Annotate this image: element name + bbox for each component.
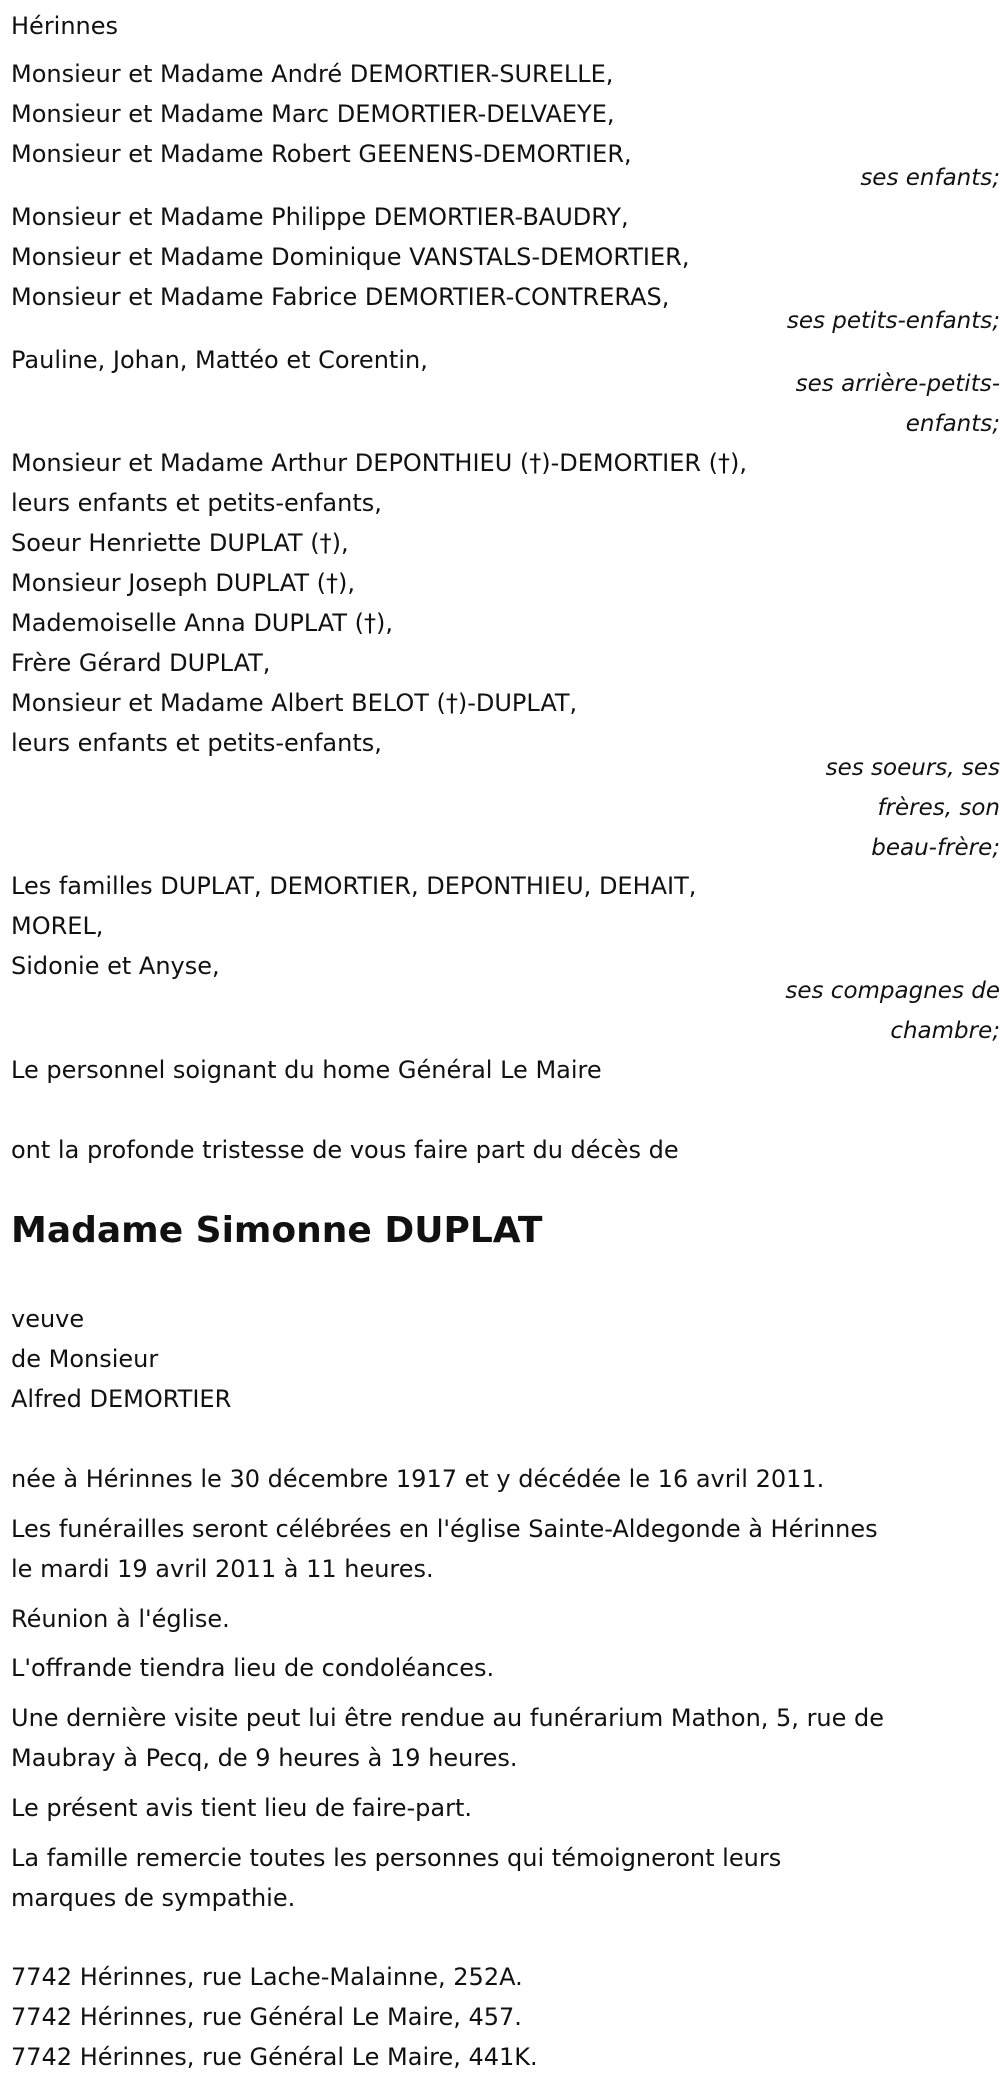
deceased-name: Madame Simonne DUPLAT (11, 1210, 543, 1251)
family-line: Les familles DUPLAT, DEMORTIER, DEPONTHIEU, DEHAIT, (11, 872, 697, 900)
detail-text: La famille remercie toutes les personnes qui témoigneront leurs (11, 1844, 782, 1872)
detail-text: Réunion à l'église. (11, 1605, 230, 1633)
detail-text: L'offrande tiendra lieu de condoléances. (11, 1654, 495, 1682)
thanks-info (11, 1838, 993, 1918)
family-line: Monsieur et Madame André DEMORTIER-SURELLE, (11, 60, 614, 88)
detail-text: le mardi 19 avril 2011 à 11 heures. (11, 1555, 434, 1583)
relation-line: ses arrière-petits- (795, 371, 1000, 397)
staff-line (11, 1050, 993, 1090)
widow-line: veuve (11, 1305, 85, 1333)
family-line: leurs enfants et petits-enfants, (11, 489, 382, 517)
family-line: Sidonie et Anyse, (11, 952, 220, 980)
detail-text: née à Hérinnes le 30 décembre 1917 et y décédée le 16 avril 2011. (11, 1465, 825, 1493)
family-line: MOREL, (11, 912, 104, 940)
family-group-grandchildren (11, 197, 993, 317)
address-line: 7742 Hérinnes, rue Général Le Maire, 441K. (11, 2043, 538, 2071)
detail-text: Maubray à Pecq, de 9 heures à 19 heures. (11, 1744, 518, 1772)
relation-line: enfants; (905, 411, 1000, 437)
widow-line: de Monsieur (11, 1345, 159, 1373)
relation-line: ses compagnes de (785, 978, 1000, 1004)
staff-text: Le personnel soignant du home Général Le Maire (11, 1056, 602, 1084)
relation-line: frères, son (877, 795, 1000, 821)
family-line: Monsieur Joseph DUPLAT (†), (11, 569, 355, 597)
announcement (11, 1130, 993, 1170)
relation-roommates (740, 971, 1000, 1051)
family-line: Frère Gérard DUPLAT, (11, 649, 271, 677)
funeral-info (11, 1509, 993, 1589)
location-text: Hérinnes (11, 12, 119, 40)
detail-text: Le présent avis tient lieu de faire-part. (11, 1794, 473, 1822)
address-line: 7742 Hérinnes, rue Lache-Malainne, 252A. (11, 1963, 523, 1991)
detail-text: Une dernière visite peut lui être rendue au funérarium Mathon, 5, rue de (11, 1704, 885, 1732)
relation-line: ses soeurs, ses (825, 755, 1000, 781)
family-group-roommates (11, 866, 993, 986)
relation-siblings (740, 748, 1000, 868)
reunion-info (11, 1599, 993, 1639)
announcement-text: ont la profonde tristesse de vous faire part du décès de (11, 1136, 679, 1164)
family-line: Monsieur et Madame Arthur DEPONTHIEU (†)-DEMORTIER (†), (11, 449, 748, 477)
family-line: Monsieur et Madame Robert GEENENS-DEMORTIER, (11, 140, 632, 168)
widow-info (11, 1299, 993, 1419)
family-line: Pauline, Johan, Mattéo et Corentin, (11, 346, 428, 374)
relation-line: chambre; (890, 1018, 1000, 1044)
family-line: Monsieur et Madame Marc DEMORTIER-DELVAEYE, (11, 100, 615, 128)
detail-text: Les funérailles seront célébrées en l'église Sainte-Aldegonde à Hérinnes (11, 1515, 878, 1543)
notice-info (11, 1788, 993, 1828)
address-line: 7742 Hérinnes, rue Général Le Maire, 457. (11, 2003, 522, 2031)
detail-text: marques de sympathie. (11, 1884, 296, 1912)
relation-great-grandchildren (740, 364, 1000, 444)
location (11, 6, 993, 46)
family-line: leurs enfants et petits-enfants, (11, 729, 382, 757)
family-group-siblings (11, 443, 993, 763)
offering-info (11, 1648, 993, 1688)
relation-children: ses enfants; (860, 165, 1000, 191)
birth-death-line (11, 1459, 993, 1499)
family-line: Mademoiselle Anna DUPLAT (†), (11, 609, 393, 637)
family-line: Monsieur et Madame Albert BELOT (†)-DUPLAT, (11, 689, 578, 717)
visit-info (11, 1698, 993, 1778)
relation-grandchildren: ses petits-enfants; (786, 308, 1000, 334)
family-group-children (11, 54, 993, 174)
addresses (11, 1957, 993, 2077)
family-line: Monsieur et Madame Dominique VANSTALS-DEMORTIER, (11, 243, 690, 271)
relation-line: beau-frère; (871, 835, 1000, 861)
family-line: Monsieur et Madame Fabrice DEMORTIER-CONTRERAS, (11, 283, 670, 311)
family-line: Monsieur et Madame Philippe DEMORTIER-BAUDRY, (11, 203, 629, 231)
family-line: Soeur Henriette DUPLAT (†), (11, 529, 349, 557)
widow-line: Alfred DEMORTIER (11, 1385, 232, 1413)
